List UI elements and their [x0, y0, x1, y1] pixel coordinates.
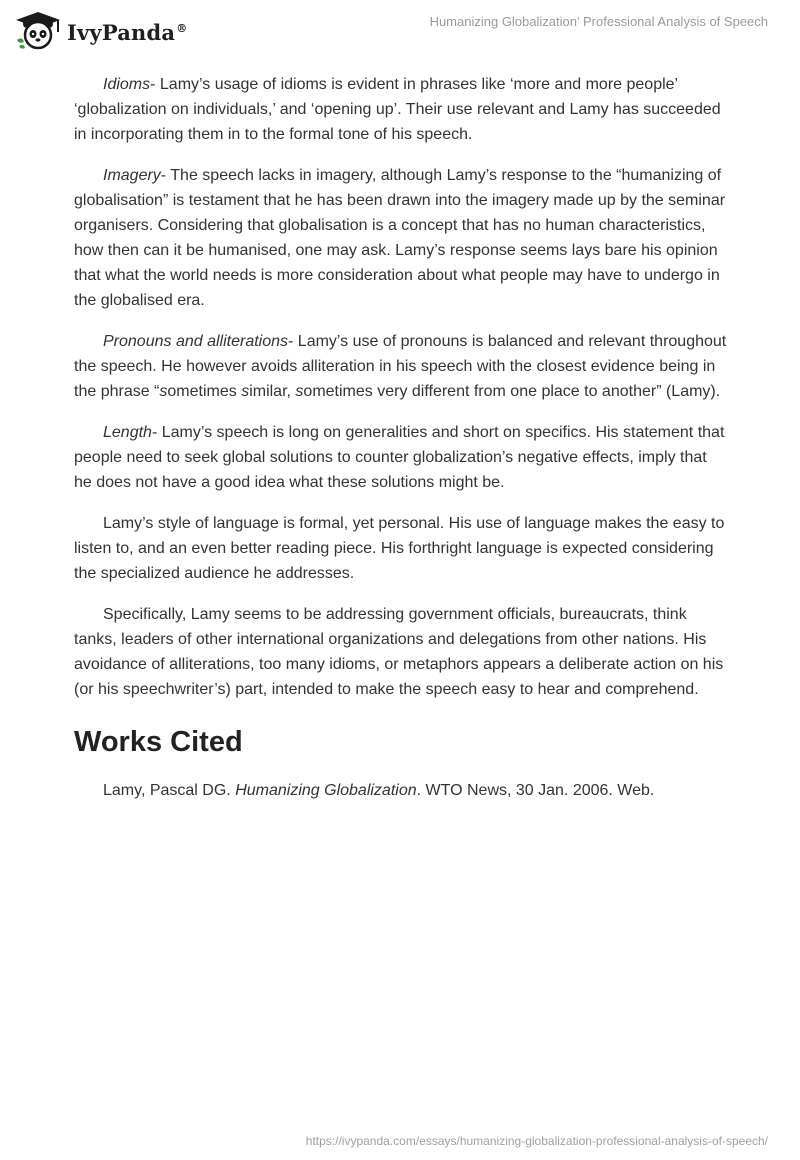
paragraph-length: [74, 420, 728, 495]
paragraph-pronouns: Pronouns and alliterations- Lamy’s use of pronouns is balanced and relevant throughout the speech. He however avoids alliteration in his speech with the closest evidence being in the phrase “sometimes similar, sometimes very different from one place to another” (Lamy).: [74, 333, 727, 400]
paragraph-text: - Lamy’s speech is long on generalities and short on specifics. His statement that people need to seek global solutions to counter globalization’s negative effects, imply that he does not have a good idea what these solutions might be.: [74, 424, 725, 491]
panda-graduate-icon: [14, 10, 62, 50]
paragraph-lead: Idioms: [103, 76, 151, 93]
citation-title: Humanizing Globalization: [235, 782, 417, 799]
logo-text: IvyPanda®: [67, 19, 188, 45]
footer-url[interactable]: https://ivypanda.com/essays/humanizing-globalization-professional-analysis-of-speech/: [305, 1134, 768, 1148]
paragraph-audience: Specifically, Lamy seems to be addressing government officials, bureaucrats, think tanks, leaders of other international organizations and delegations from other nations. His avoidance of alliterations, too many idioms, or metaphors appears a deliberate action on his (or his speechwriter’s) part, intended to make the speech easy to hear and comprehend.: [74, 606, 724, 698]
paragraph-idioms: [74, 72, 728, 147]
paragraph-imagery: [74, 163, 728, 313]
works-cited-heading: Works Cited: [74, 726, 243, 758]
paragraph-lead: Length: [103, 424, 152, 441]
citation-entry: Lamy, Pascal DG. Humanizing Globalization. WTO News, 30 Jan. 2006. Web.: [103, 782, 655, 799]
paragraph-text: - The speech lacks in imagery, although Lamy’s response to the “humanizing of globalisation” is testament that he has been drawn into the imagery made up by the seminar organisers. Considering that globalisation is a concept that has no human characteristics, how then can it be humanised, one may ask. Lamy’s response seems lays bare his opinion that what the world needs is more consideration about what people may have to undergo in the globalised era.: [74, 167, 726, 309]
page-header: [0, 0, 800, 60]
paragraph-text: - Lamy’s usage of idioms is evident in phrases like ‘more and more people’ ‘globalization on individuals,’ and ‘opening up’. Their use relevant and Lamy has succeeded in incorporating them in to the formal tone of his speech.: [74, 76, 721, 143]
document-title: Humanizing Globalization’ Professional Analysis of Speech: [429, 14, 768, 29]
essay-body: [74, 72, 728, 803]
paragraph-text: - Lamy’s use of pronouns is balanced and relevant throughout the speech. He however avoids alliteration in his speech with the closest evidence being in the phrase “: [74, 333, 727, 400]
paragraph-style: Lamy’s style of language is formal, yet personal. His use of language makes the easy to listen to, and an even better reading piece. His forthright language is expected considering the specialized audience he addresses.: [74, 515, 725, 582]
paragraph-lead: Pronouns and alliterations: [103, 333, 289, 350]
paragraph-lead: Imagery: [103, 167, 161, 184]
ivypanda-logo[interactable]: [14, 10, 187, 50]
